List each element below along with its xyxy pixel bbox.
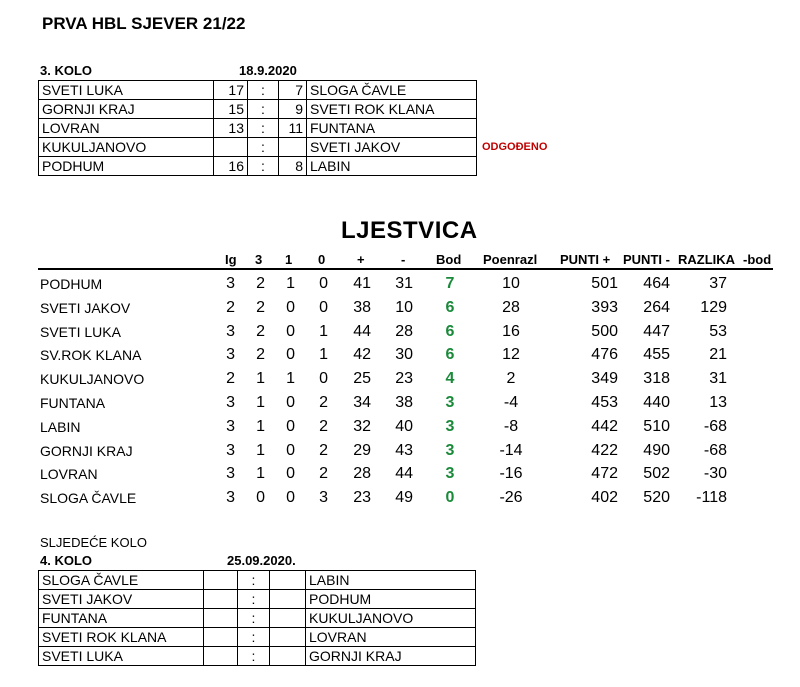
stat-punti-minus: 318 <box>643 370 670 388</box>
away-team: SLOGA ČAVLE <box>307 81 477 100</box>
stat-wins: 1 <box>256 465 265 483</box>
standings-header-11: -bod <box>743 252 772 267</box>
fixture-row <box>39 571 476 590</box>
score-separator: : <box>248 157 279 176</box>
stat-razlika: 37 <box>709 275 727 292</box>
score-separator: : <box>238 571 270 590</box>
stat-razlika: 129 <box>700 298 727 316</box>
home-team: SVETI ROK KLANA <box>39 628 204 647</box>
stat-wins: 2 <box>256 346 265 364</box>
team-name: GORNJI KRAJ <box>40 442 133 459</box>
stat-points: 0 <box>445 489 455 507</box>
stat-draws: 1 <box>286 370 295 388</box>
stat-goal-diff: -16 <box>499 465 523 483</box>
stat-goals-for: 29 <box>353 441 371 459</box>
standings-header-2: 1 <box>285 252 293 267</box>
home-score-empty <box>204 647 238 666</box>
stat-goal-diff: -4 <box>503 394 519 411</box>
round3-label: 3. KOLO <box>40 63 93 78</box>
away-score: 7 <box>279 81 307 100</box>
stat-goal-diff: -26 <box>499 489 523 507</box>
stat-goals-for: 23 <box>353 489 371 507</box>
stat-draws: 0 <box>286 441 295 459</box>
home-team: GORNJI KRAJ <box>39 100 214 119</box>
home-score-empty <box>204 628 238 647</box>
stat-losses: 2 <box>319 465 328 483</box>
next-round-table <box>38 570 476 666</box>
home-team: SLOGA ČAVLE <box>39 571 204 590</box>
home-score: 17 <box>214 81 248 100</box>
stat-wins: 1 <box>256 394 265 411</box>
standings-header-8: PUNTI + <box>560 252 611 267</box>
fixture-row <box>39 609 476 628</box>
home-team: SVETI LUKA <box>39 647 204 666</box>
fixture-row <box>39 590 476 609</box>
stat-points: 6 <box>445 298 455 316</box>
standings-row <box>0 486 800 510</box>
team-name: SLOGA ČAVLE <box>40 490 137 507</box>
standings-row <box>0 272 800 296</box>
next-round-label: 4. KOLO <box>40 553 93 568</box>
standings-header-4: + <box>357 252 365 267</box>
stat-points: 3 <box>445 441 455 459</box>
stat-losses: 2 <box>319 441 328 459</box>
match-row <box>39 81 477 100</box>
home-team: SVETI JAKOV <box>39 590 204 609</box>
standings-row <box>0 415 800 439</box>
away-score: 11 <box>279 119 307 138</box>
stat-losses: 0 <box>319 298 328 316</box>
stat-losses: 0 <box>319 370 328 388</box>
fixture-row <box>39 647 476 666</box>
stat-draws: 0 <box>286 489 295 507</box>
home-score-empty <box>204 590 238 609</box>
standings-title: LJESTVICA <box>341 217 478 244</box>
standings-header-5: - <box>401 252 406 267</box>
stat-points: 6 <box>445 346 455 364</box>
team-name: PODHUM <box>40 276 103 292</box>
next-round-date: 25.09.2020. <box>227 553 296 568</box>
home-score-empty <box>204 571 238 590</box>
standings-header-10: RAZLIKA <box>678 252 736 267</box>
stat-played: 3 <box>226 322 235 340</box>
stat-wins: 1 <box>256 370 265 388</box>
away-team: LABIN <box>306 571 476 590</box>
away-score-empty <box>270 571 306 590</box>
stat-played: 2 <box>226 370 235 388</box>
stat-punti-minus: 264 <box>643 298 670 316</box>
stat-razlika: -118 <box>696 489 727 507</box>
stat-draws: 0 <box>286 322 295 340</box>
stat-punti-minus: 502 <box>643 465 670 483</box>
away-team: LOVRAN <box>306 628 476 647</box>
stat-razlika: 13 <box>709 394 727 411</box>
stat-razlika: 53 <box>709 322 727 340</box>
stat-played: 3 <box>226 465 235 483</box>
stat-goals-against: 31 <box>395 275 413 292</box>
home-team: LOVRAN <box>39 119 214 138</box>
fixture-row <box>39 628 476 647</box>
away-team: SVETI ROK KLANA <box>307 100 477 119</box>
team-name: KUKULJANOVO <box>40 371 145 388</box>
score-separator: : <box>238 609 270 628</box>
standings-header-9: PUNTI - <box>623 252 670 267</box>
stat-losses: 1 <box>319 346 328 364</box>
stat-punti-plus: 422 <box>591 441 618 459</box>
stat-points: 6 <box>445 322 455 340</box>
stat-goals-for: 41 <box>353 275 371 292</box>
standings-header-1: 3 <box>255 252 263 267</box>
score-separator: : <box>238 628 270 647</box>
stat-wins: 1 <box>256 441 265 459</box>
stat-losses: 1 <box>319 322 328 340</box>
team-name: SVETI LUKA <box>40 323 121 340</box>
standings-header-7: Poenrazl <box>483 252 538 267</box>
postponed-note: ODGOĐENO <box>482 141 548 153</box>
stat-goal-diff: -8 <box>503 417 519 435</box>
home-team: PODHUM <box>39 157 214 176</box>
stat-goals-for: 28 <box>353 465 371 483</box>
stat-played: 3 <box>226 441 235 459</box>
team-name: LOVRAN <box>40 466 98 483</box>
stat-punti-plus: 472 <box>591 465 618 483</box>
stat-punti-minus: 440 <box>643 394 670 411</box>
stat-goals-against: 23 <box>395 370 413 388</box>
round3-date: 18.9.2020 <box>239 63 297 78</box>
home-score-empty <box>204 609 238 628</box>
stat-punti-plus: 442 <box>591 417 618 435</box>
score-separator: : <box>248 100 279 119</box>
stat-wins: 0 <box>256 489 265 507</box>
stat-losses: 0 <box>319 275 328 292</box>
score-separator: : <box>248 138 279 157</box>
home-score: 16 <box>214 157 248 176</box>
stat-goals-against: 28 <box>395 322 413 340</box>
stat-razlika: -30 <box>703 465 727 483</box>
stat-razlika: 31 <box>709 370 727 388</box>
away-team: PODHUM <box>306 590 476 609</box>
away-score: 8 <box>279 157 307 176</box>
stat-wins: 2 <box>256 275 265 292</box>
away-team: LABIN <box>307 157 477 176</box>
stat-punti-plus: 501 <box>591 275 618 292</box>
next-round-caption: SLJEDEĆE KOLO <box>40 535 147 550</box>
stat-punti-plus: 402 <box>591 489 618 507</box>
score-separator: : <box>238 590 270 609</box>
stat-razlika: 21 <box>709 346 727 364</box>
standings-row <box>0 439 800 463</box>
stat-draws: 0 <box>286 417 295 435</box>
home-score: 13 <box>214 119 248 138</box>
stat-played: 3 <box>226 394 235 411</box>
stat-goals-for: 44 <box>353 322 371 340</box>
home-team: FUNTANA <box>39 609 204 628</box>
away-score-empty <box>270 647 306 666</box>
team-name: SVETI JAKOV <box>40 299 131 316</box>
stat-goals-for: 25 <box>353 370 371 388</box>
stat-punti-plus: 393 <box>591 298 618 316</box>
stat-draws: 0 <box>286 465 295 483</box>
away-team: FUNTANA <box>307 119 477 138</box>
home-team: KUKULJANOVO <box>39 138 214 157</box>
stat-points: 3 <box>445 465 455 483</box>
stat-goals-for: 32 <box>353 417 371 435</box>
stat-points: 3 <box>445 417 455 435</box>
stat-played: 3 <box>226 346 235 364</box>
stat-goals-for: 34 <box>353 394 371 411</box>
stat-punti-plus: 453 <box>591 394 618 411</box>
away-team: KUKULJANOVO <box>306 609 476 628</box>
stat-draws: 0 <box>286 394 295 411</box>
standings-row <box>0 462 800 486</box>
stat-played: 3 <box>226 489 235 507</box>
stat-punti-plus: 349 <box>591 370 618 388</box>
stat-played: 2 <box>226 298 235 316</box>
stat-goals-against: 30 <box>395 346 413 364</box>
stat-goals-against: 40 <box>395 417 413 435</box>
stat-goals-against: 10 <box>395 298 413 316</box>
stat-punti-minus: 520 <box>643 489 670 507</box>
match-row <box>39 100 477 119</box>
home-score: 15 <box>214 100 248 119</box>
stat-punti-minus: 447 <box>643 322 670 340</box>
stat-goal-diff: 16 <box>502 322 520 340</box>
standings-row <box>0 320 800 344</box>
standings-header-0: Ig <box>225 252 237 267</box>
stat-draws: 0 <box>286 298 295 316</box>
stat-goal-diff: 28 <box>502 298 520 316</box>
stat-losses: 2 <box>319 417 328 435</box>
away-team: GORNJI KRAJ <box>306 647 476 666</box>
standings-row <box>0 367 800 391</box>
team-name: LABIN <box>40 418 81 435</box>
stat-wins: 2 <box>256 322 265 340</box>
stat-wins: 2 <box>256 298 265 316</box>
stat-punti-minus: 455 <box>643 346 670 364</box>
stat-punti-plus: 500 <box>591 322 618 340</box>
score-separator: : <box>248 119 279 138</box>
stat-punti-plus: 476 <box>591 346 618 364</box>
stat-goals-against: 44 <box>395 465 413 483</box>
team-name: FUNTANA <box>40 395 106 411</box>
stat-losses: 2 <box>319 394 328 411</box>
stat-goal-diff: -14 <box>499 441 523 459</box>
stat-goal-diff: 2 <box>506 370 516 388</box>
standings-header-rule <box>38 268 773 270</box>
page-title: PRVA HBL SJEVER 21/22 <box>42 14 246 33</box>
stat-goal-diff: 12 <box>502 346 520 364</box>
stat-points: 3 <box>445 394 455 411</box>
stat-razlika: -68 <box>703 441 727 459</box>
stat-goal-diff: 10 <box>502 275 520 292</box>
stat-draws: 0 <box>286 346 295 364</box>
stat-wins: 1 <box>256 417 265 435</box>
standings-row <box>0 296 800 320</box>
stat-razlika: -68 <box>703 417 727 435</box>
match-row <box>39 138 477 157</box>
stat-goals-for: 42 <box>353 346 371 364</box>
match-row <box>39 157 477 176</box>
stat-draws: 1 <box>286 275 295 292</box>
stat-losses: 3 <box>319 489 328 507</box>
away-score-empty <box>270 590 306 609</box>
stat-punti-minus: 464 <box>643 275 670 292</box>
stat-punti-minus: 510 <box>643 417 670 435</box>
stat-goals-against: 38 <box>395 394 413 411</box>
home-team: SVETI LUKA <box>39 81 214 100</box>
away-score: 9 <box>279 100 307 119</box>
home-score <box>214 138 248 157</box>
team-name: SV.ROK KLANA <box>40 347 142 364</box>
away-score-empty <box>270 628 306 647</box>
match-row <box>39 119 477 138</box>
round3-results-table <box>38 80 477 176</box>
stat-points: 7 <box>445 275 455 292</box>
away-score <box>279 138 307 157</box>
away-team: SVETI JAKOV <box>307 138 477 157</box>
standings-header-3: 0 <box>318 252 326 267</box>
stat-punti-minus: 490 <box>643 441 670 459</box>
stat-goals-for: 38 <box>353 298 371 316</box>
standings-row <box>0 391 800 415</box>
stat-goals-against: 43 <box>395 441 413 459</box>
stat-points: 4 <box>445 370 455 388</box>
stat-played: 3 <box>226 275 235 292</box>
score-separator: : <box>248 81 279 100</box>
standings-row <box>0 343 800 367</box>
standings-header-6: Bod <box>436 252 462 267</box>
away-score-empty <box>270 609 306 628</box>
score-separator: : <box>238 647 270 666</box>
stat-goals-against: 49 <box>395 489 413 507</box>
stat-played: 3 <box>226 417 235 435</box>
